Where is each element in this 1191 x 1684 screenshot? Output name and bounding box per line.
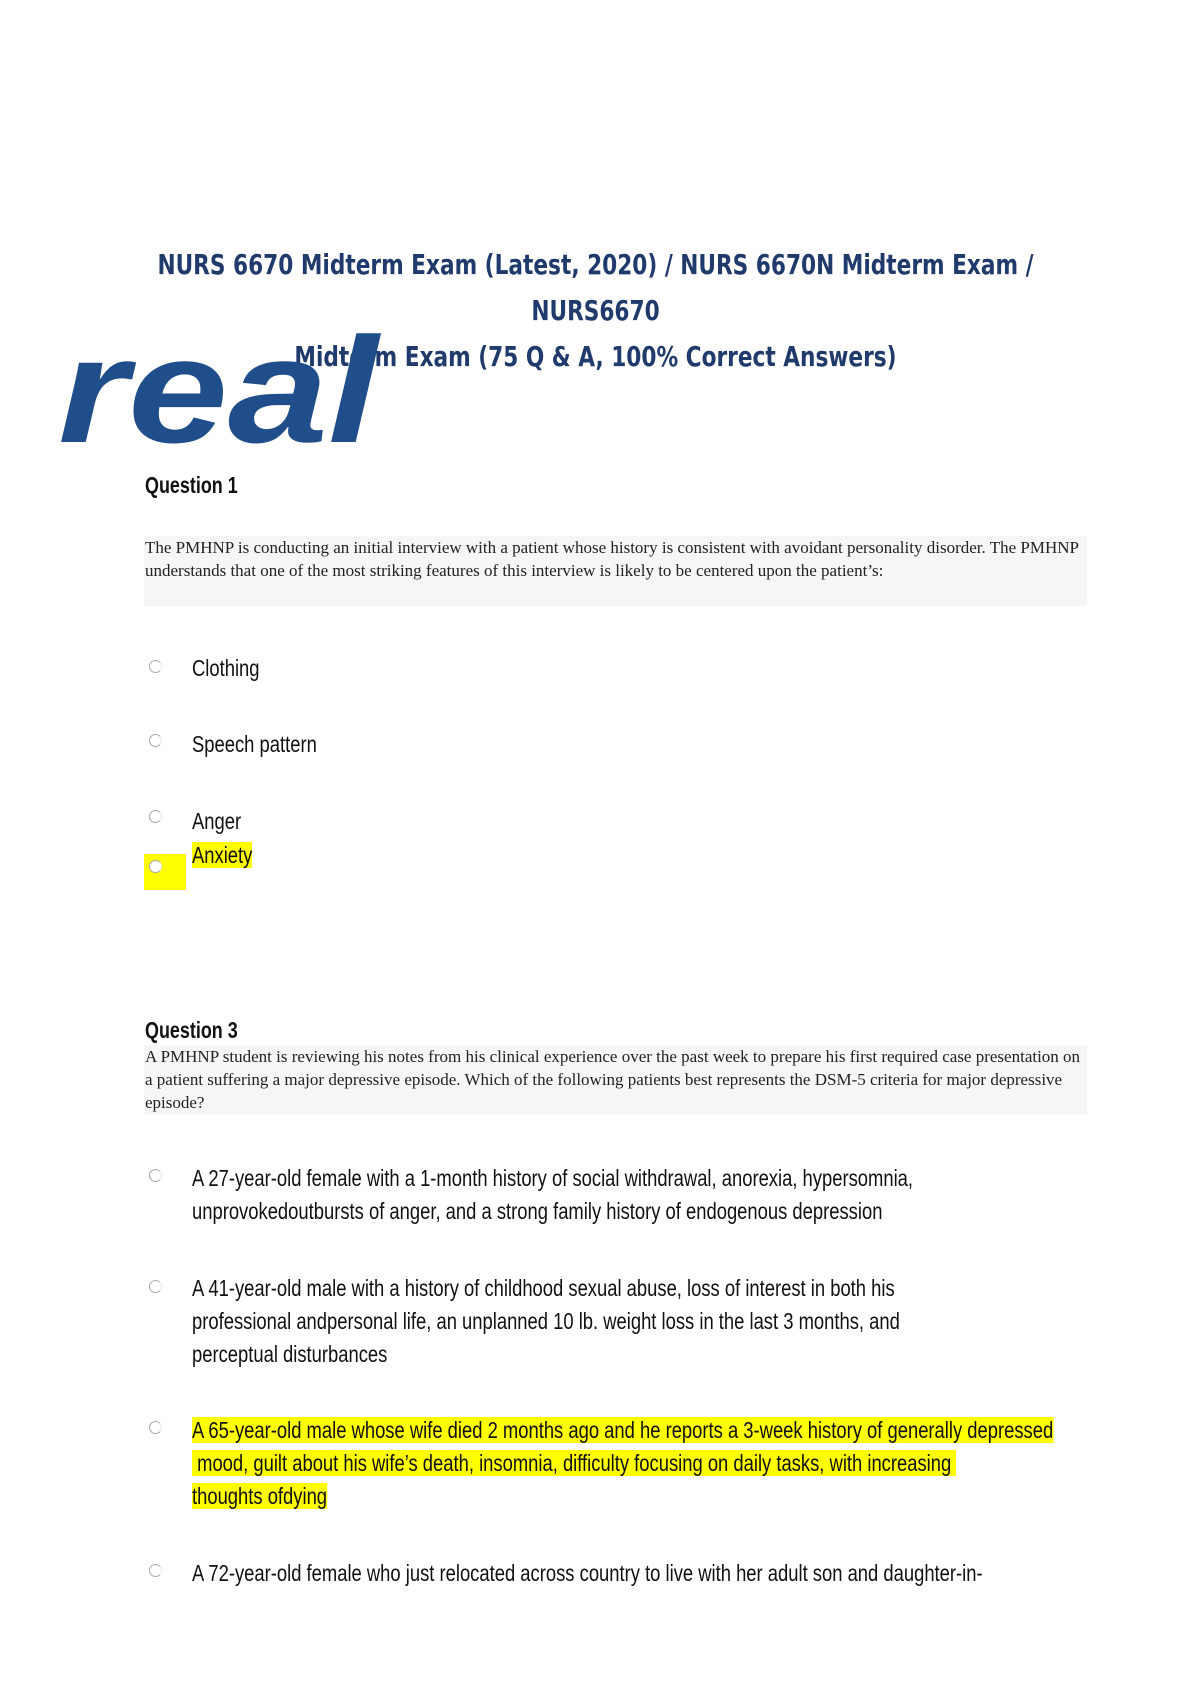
q1-option-3-line: Anger <box>192 808 242 834</box>
q3-option-1[interactable] <box>192 1162 913 1228</box>
q3-option-3-highlight-3: thoughts ofdying <box>192 1483 328 1509</box>
q1-option-3[interactable] <box>192 805 241 838</box>
q1-option-4-highlight <box>144 854 186 890</box>
q1-option-1-radio[interactable] <box>149 660 162 673</box>
q1-option-1[interactable] <box>192 652 260 685</box>
q3-option-1-radio[interactable] <box>149 1169 162 1182</box>
question-1-text: The PMHNP is conducting an initial interview with a patient whose history is consistent with avoidant personality disorder. The PMHNP understands that one of the most striking features of this interview is likely to be centered upon the patient’s: <box>144 536 1087 606</box>
q3-option-3-radio[interactable] <box>149 1421 162 1434</box>
q3-option-2-line-3: perceptual disturbances <box>192 1341 388 1367</box>
question-3-text: A PMHNP student is reviewing his notes from his clinical experience over the past week to prepare his first required case presentation on a patient suffering a major depressive episode. Which of the following patients best represents the DSM-5 criteria for major depressive episode? <box>144 1045 1087 1115</box>
q3-option-1-line-1: A 27-year-old female with a 1-month history of social withdrawal, anorexia, hypersomnia, <box>192 1165 914 1191</box>
q1-option-4-radio[interactable] <box>149 860 162 873</box>
q3-option-4[interactable] <box>192 1557 983 1590</box>
title-line-1: NURS 6670 Midterm Exam (Latest, 2020) / NURS 6670N Midterm Exam / NURS6670 <box>157 248 1034 327</box>
q3-option-1-line-2: unprovokedoutbursts of anger, and a strong family history of endogenous depression <box>192 1198 883 1224</box>
q3-option-2-radio[interactable] <box>149 1280 162 1293</box>
q1-option-2-radio[interactable] <box>149 734 162 747</box>
q3-option-3-highlight-2: mood, guilt about his wife’s death, insomnia, difficulty focusing on daily tasks, with increasing <box>192 1450 957 1476</box>
title-line-2: Midterm Exam (75 Q & A, 100% Correct Answers) <box>294 340 897 373</box>
q1-option-1-line: Clothing <box>192 655 260 681</box>
q1-option-4[interactable] <box>192 839 252 872</box>
question-1-heading: Question 1 <box>145 472 238 498</box>
q3-option-3-highlight-1: A 65-year-old male whose wife died 2 months ago and he reports a 3-week history of generally depressed <box>192 1417 1054 1443</box>
real-logo <box>58 332 388 462</box>
q1-option-2-line: Speech pattern <box>192 731 317 757</box>
question-3-heading: Question 3 <box>145 1017 238 1043</box>
q3-option-2-line-1: A 41-year-old male with a history of childhood sexual abuse, loss of interest in both his <box>192 1275 895 1301</box>
q3-option-4-radio[interactable] <box>149 1564 162 1577</box>
q1-option-2[interactable] <box>192 728 317 761</box>
q3-option-3-line-2 <box>192 1447 1053 1480</box>
logo-text: real <box>58 332 382 462</box>
q3-option-3[interactable] <box>192 1414 1053 1513</box>
q1-option-3-radio[interactable] <box>149 810 162 823</box>
q3-option-4-line-1: A 72-year-old female who just relocated across country to live with her adult son and daughter-in- <box>192 1560 983 1586</box>
q3-option-2-line-2: professional andpersonal life, an unplanned 10 lb. weight loss in the last 3 months, and <box>192 1308 900 1334</box>
q3-option-3-line-1 <box>192 1414 1053 1447</box>
q1-option-4-highlighted-text: Anxiety <box>192 842 253 868</box>
q3-option-3-line-3 <box>192 1480 1053 1513</box>
q3-option-2[interactable] <box>192 1272 900 1371</box>
q1-option-4-line <box>192 839 252 872</box>
